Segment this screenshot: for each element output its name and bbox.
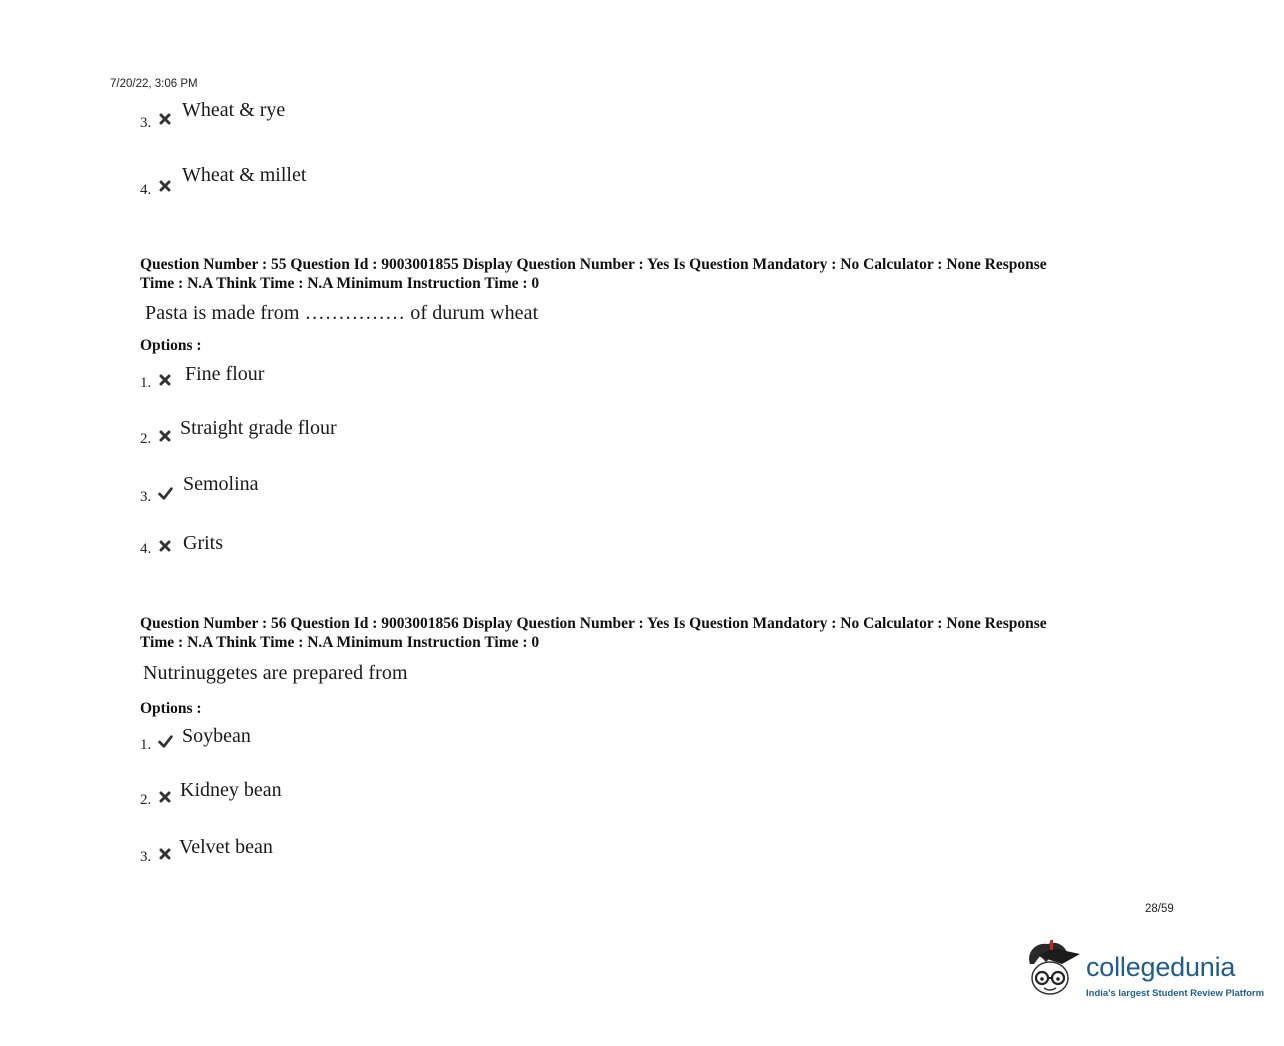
cross-icon bbox=[158, 373, 172, 387]
option-text: Fine flour bbox=[185, 363, 265, 385]
page-number: 28/59 bbox=[1145, 903, 1174, 915]
option-text: Kidney bean bbox=[180, 779, 282, 801]
option-number: 1. bbox=[140, 737, 152, 753]
question-meta-line: Time : N.A Think Time : N.A Minimum Instruction Time : 0 bbox=[140, 634, 540, 651]
logo-wordmark: collegedunia bbox=[1086, 952, 1236, 982]
logo-tagline: India's largest Student Review Platform bbox=[1086, 988, 1265, 999]
option-text: Grits bbox=[183, 532, 223, 554]
mascot-icon bbox=[1022, 938, 1084, 1008]
option-number: 3. bbox=[140, 489, 152, 505]
check-icon bbox=[157, 486, 174, 501]
question-meta bbox=[140, 255, 1170, 293]
check-icon bbox=[157, 734, 174, 749]
option-number: 4. bbox=[140, 182, 152, 198]
collegedunia-logo bbox=[1022, 938, 1265, 1008]
question-text: Nutrinuggetes are prepared from bbox=[143, 662, 408, 684]
print-timestamp: 7/20/22, 3:06 PM bbox=[110, 78, 198, 90]
option-number: 3. bbox=[140, 849, 152, 865]
option-number: 1. bbox=[140, 375, 152, 391]
option-number: 2. bbox=[140, 431, 152, 447]
question-meta-line: Question Number : 56 Question Id : 9003001856 Display Question Number : Yes Is Question Mandatory : No Calculator : None Response bbox=[140, 615, 1047, 632]
option-text: Wheat & rye bbox=[182, 99, 286, 121]
option-number: 3. bbox=[140, 115, 152, 131]
question-meta-line: Question Number : 55 Question Id : 9003001855 Display Question Number : Yes Is Question Mandatory : No Calculator : None Response bbox=[140, 256, 1047, 273]
cross-icon bbox=[158, 112, 172, 126]
cross-icon bbox=[158, 429, 172, 443]
option-number: 4. bbox=[140, 541, 152, 557]
cross-icon bbox=[158, 790, 172, 804]
options-label: Options : bbox=[140, 337, 202, 354]
question-meta bbox=[140, 614, 1170, 652]
option-text: Wheat & millet bbox=[182, 164, 307, 186]
option-text: Semolina bbox=[183, 473, 259, 495]
option-text: Straight grade flour bbox=[180, 417, 337, 439]
option-number: 2. bbox=[140, 792, 152, 808]
cross-icon bbox=[158, 179, 172, 193]
option-text: Soybean bbox=[182, 725, 251, 747]
question-text: Pasta is made from …………… of durum wheat bbox=[145, 302, 539, 324]
question-meta-line: Time : N.A Think Time : N.A Minimum Instruction Time : 0 bbox=[140, 275, 540, 292]
cross-icon bbox=[158, 539, 172, 553]
option-text: Velvet bean bbox=[179, 836, 273, 858]
options-label: Options : bbox=[140, 700, 202, 717]
cross-icon bbox=[158, 847, 172, 861]
